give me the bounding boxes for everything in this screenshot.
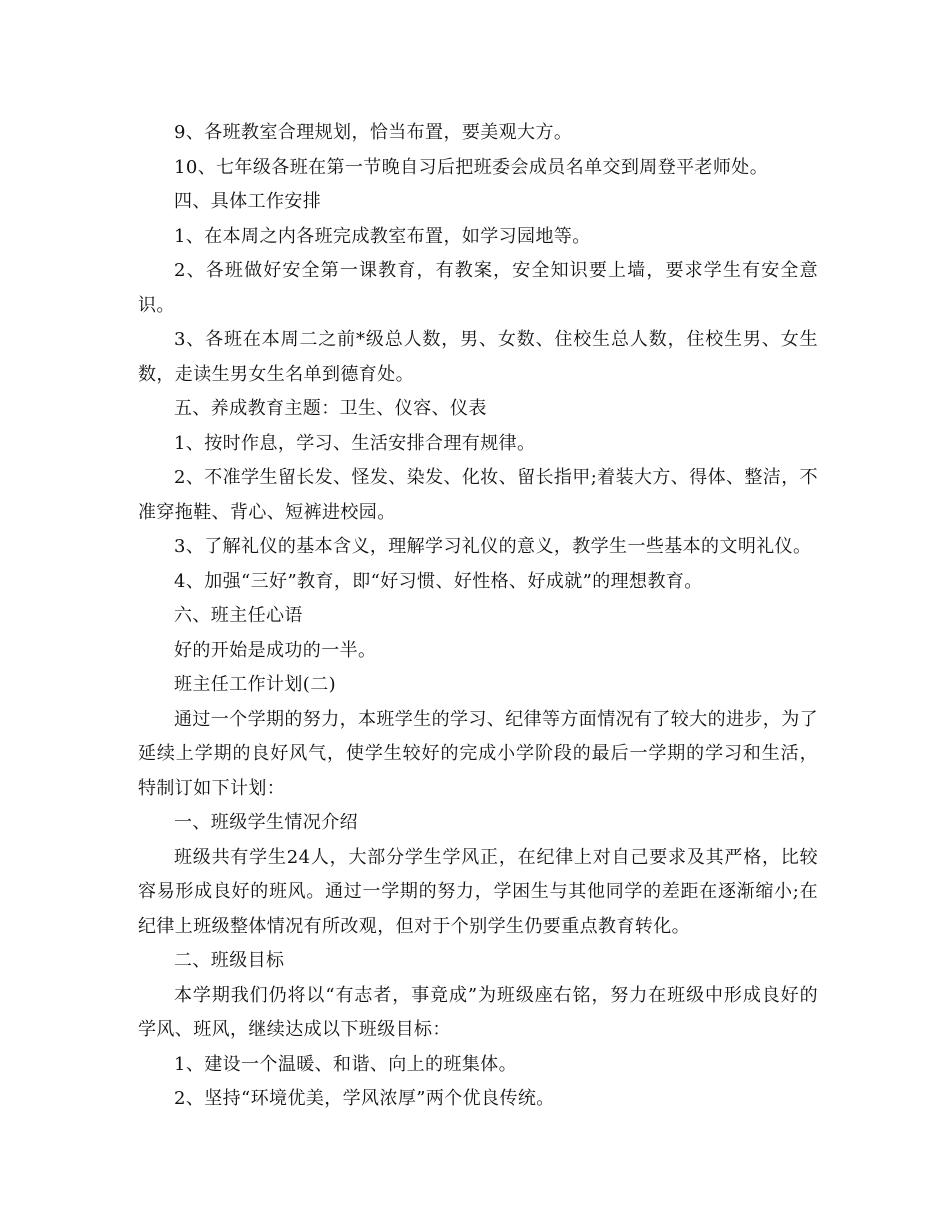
paragraph-habit-3: 3、了解礼仪的基本含义，理解学习礼仪的意义，教学生一些基本的文明礼仪。: [174, 536, 812, 557]
paragraph-work-2: 2、各班做好安全第一课教育，有教案，安全知识要上墙，要求学生有安全意识。: [138, 260, 818, 316]
paragraph-class-goal: 本学期我们仍将以“有志者，事竟成”为班级座右铭，努力在班级中形成良好的学风、班风，继续达成以下班级目标：: [138, 984, 818, 1040]
section-heading-1: 一、班级学生情况介绍: [174, 812, 358, 833]
paragraph-goal-2: 2、坚持“环境优美，学风浓厚”两个优良传统。: [174, 1088, 555, 1109]
paragraph-habit-1: 1、按时作息，学习、生活安排合理有规律。: [174, 432, 536, 454]
paragraph-item-9: 9、各班教室合理规划，恰当布置，要美观大方。: [174, 122, 573, 143]
paragraph-item-10: 10、七年级各班在第一节晚自习后把班委会成员名单交到周登平老师处。: [174, 156, 769, 178]
paragraph-intro: 通过一个学期的努力，本班学生的学习、纪律等方面情况有了较大的进步，为了延续上学期的良好风气，使学生较好的完成小学阶段的最后一学期的学习和生活，特制订如下计划：: [138, 708, 818, 799]
paragraph-teacher-words: 好的开始是成功的一半。: [174, 639, 377, 661]
paragraph-class-status: 班级共有学生24人，大部分学生学风正，在纪律上对自己要求及其严格，比较容易形成良好的班风。通过一学期的努力，学困生与其他同学的差距在逐渐缩小;在纪律上班级整体情况有所改观，但对于个别学生仍要重点教育转化。: [138, 846, 818, 937]
paragraph-habit-2: 2、不准学生留长发、怪发、染发、化妆、留长指甲;着装大方、得体、整洁，不准穿拖鞋、背心、短裤进校园。: [138, 467, 818, 523]
paragraph-habit-4: 4、加强“三好”教育，即“好习惯、好性格、好成就”的理想教育。: [174, 570, 703, 592]
section-heading-5: 五、养成教育主题：卫生、仪容、仪表: [174, 398, 487, 419]
paragraph-work-1: 1、在本周之内各班完成教室布置，如学习园地等。: [174, 225, 591, 247]
paragraph-goal-1: 1、建设一个温暖、和谐、向上的班集体。: [174, 1053, 518, 1075]
document-subtitle: 班主任工作计划(二): [174, 674, 337, 695]
section-heading-4: 四、具体工作安排: [174, 191, 322, 212]
document-body: [138, 116, 818, 1117]
paragraph-work-3: 3、各班在本周二之前*级总人数，男、女数、住校生总人数，住校生男、女生数，走读生男女生名单到德育处。: [138, 329, 818, 385]
section-heading-6: 六、班主任心语: [174, 605, 303, 626]
section-heading-2: 二、班级目标: [174, 950, 285, 971]
